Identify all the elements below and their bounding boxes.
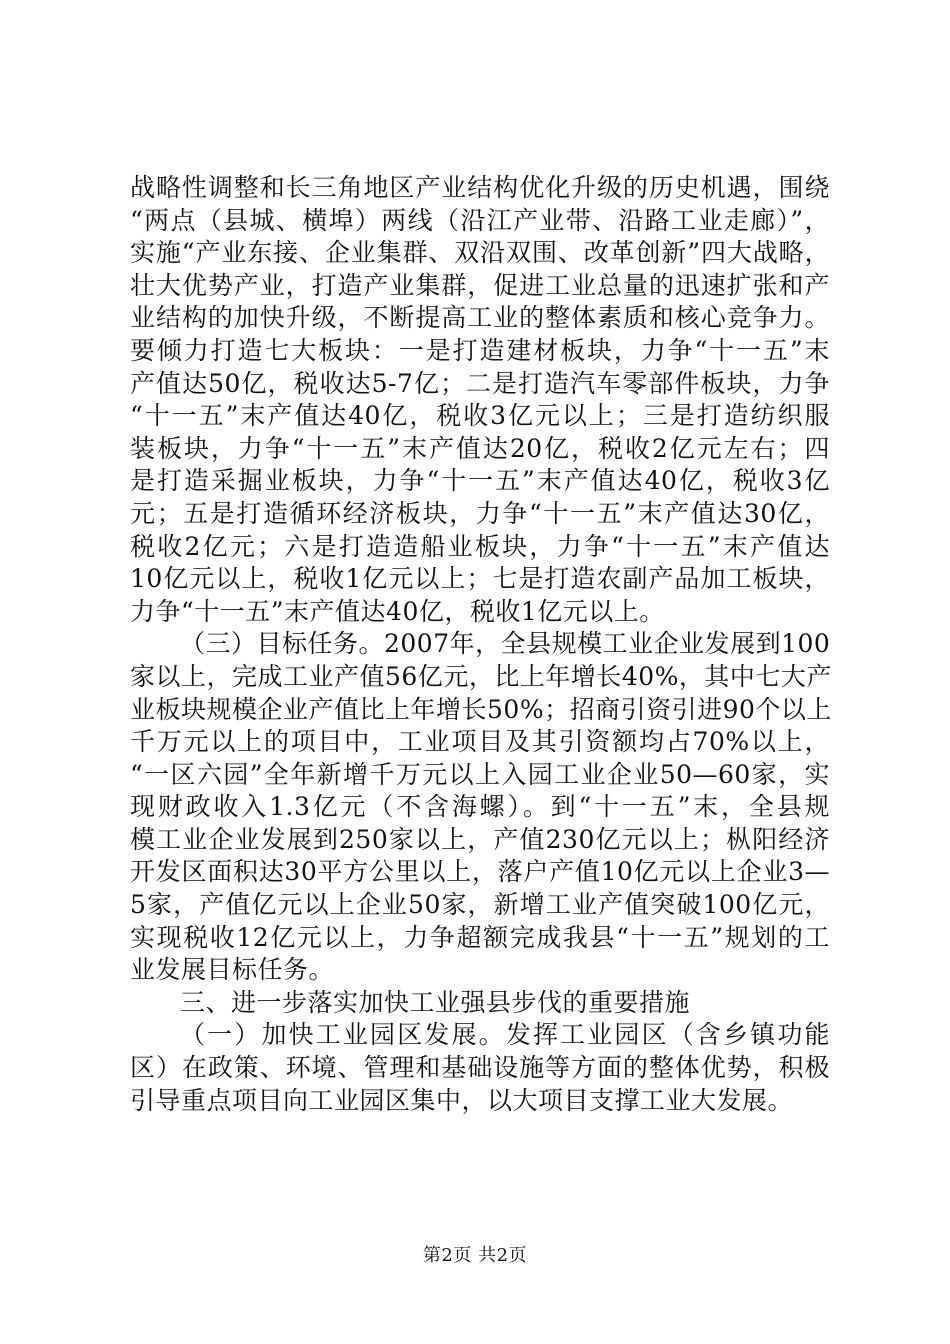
page-number-footer: 第2页 共2页 xyxy=(422,1245,528,1266)
text-line: 模工业企业发展到250家以上，产值230亿元以上；枞阳经济 xyxy=(130,824,830,854)
text-line: 业板块规模企业产值比上年增长50%；招商引资引进90个以上 xyxy=(130,694,832,724)
text-line: 5家，产值亿元以上企业50家，新增工业产值突破100亿元， xyxy=(130,890,830,920)
text-line: “十一五”末产值达40亿，税收3亿元以上；三是打造纺织服 xyxy=(130,401,830,431)
text-line: 区）在政策、环境、管理和基础设施等方面的整体优势，积极 xyxy=(130,1053,830,1083)
heading-text: 三、进一步落实加快工业强县步伐的重要措施 xyxy=(180,987,691,1017)
text-line: 业结构的加快升级，不断提高工业的整体素质和核心竞争力。 xyxy=(130,303,830,333)
text-line: 家以上，完成工业产值56亿元，比上年增长40%，其中七大产 xyxy=(130,661,832,691)
text-line: 实施“产业东接、企业集群、双沿双围、改革创新”四大战略， xyxy=(130,238,830,268)
text-line: 壮大优势产业，打造产业集群，促进工业总量的迅速扩张和产 xyxy=(130,270,830,300)
text-line: 税收2亿元；六是打造造船业板块，力争“十一五”末产值达 xyxy=(130,531,830,561)
text-line: 战略性调整和长三角地区产业结构优化升级的历史机遇，围绕 xyxy=(130,173,830,202)
text-line: 千万元以上的项目中，工业项目及其引资额均占70%以上， xyxy=(130,727,830,757)
text-line: （一）加快工业园区发展。发挥工业园区（含乡镇功能 xyxy=(180,1020,830,1050)
text-line: 产值达50亿，税收达5-7亿；二是打造汽车零部件板块，力争 xyxy=(130,368,830,398)
text-line: “一区六园”全年新增千万元以上入园工业企业50—60家，实 xyxy=(130,759,830,789)
paragraph xyxy=(130,628,830,987)
text-line: 现财政收入1.3亿元（不含海螺）。到“十一五”末，全县规 xyxy=(130,792,830,822)
document-body xyxy=(130,172,830,1117)
text-line: “两点（县城、横埠）两线（沿江产业带、沿路工业走廊）”， xyxy=(130,205,830,235)
text-line: 力争“十一五”末产值达40亿，税收1亿元以上。 xyxy=(130,596,665,626)
text-line: （三）目标任务。2007年，全县规模工业企业发展到100 xyxy=(180,629,831,659)
text-line: 元；五是打造循环经济板块，力争“十一五”末产值达30亿， xyxy=(130,498,830,528)
text-line: 10亿元以上，税收1亿元以上；七是打造农副产品加工板块， xyxy=(130,564,830,594)
text-line: 是打造采掘业板块，力争“十一五”末产值达40亿，税收3亿 xyxy=(130,466,830,496)
paragraph xyxy=(130,172,830,628)
text-line: 业发展目标任务。 xyxy=(130,955,335,985)
text-line: 引导重点项目向工业园区集中，以大项目支撑工业大发展。 xyxy=(130,1085,794,1115)
text-line: 装板块，力争“十一五”末产值达20亿，税收2亿元左右；四 xyxy=(130,433,830,463)
section-heading xyxy=(130,987,830,1020)
text-line: 实现税收12亿元以上，力争超额完成我县“十一五”规划的工 xyxy=(130,922,830,952)
text-line: 开发区面积达30平方公里以上，落户产值10亿元以上企业3— xyxy=(130,857,830,887)
text-line: 要倾力打造七大板块：一是打造建材板块，力争“十一五”末 xyxy=(130,335,830,365)
paragraph xyxy=(130,1019,830,1117)
